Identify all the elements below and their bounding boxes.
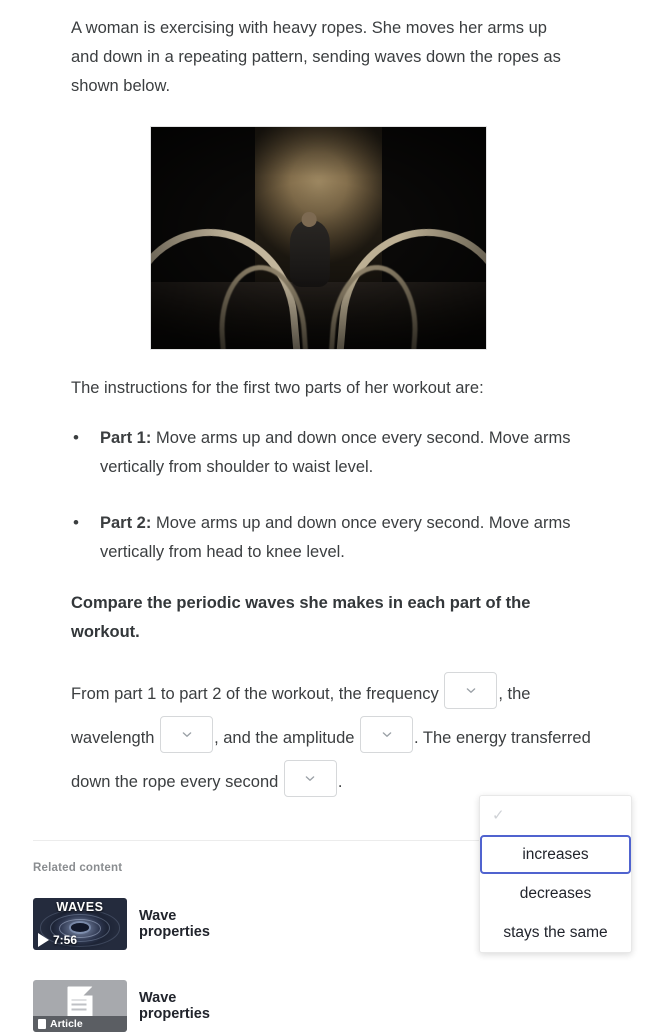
- chevron-down-icon: [465, 684, 476, 695]
- related-content-heading: Related content: [33, 862, 123, 874]
- part-text: Move arms up and down once every second. Move arms vertically from head to knee level.: [100, 514, 571, 561]
- intro-text: A woman is exercising with heavy ropes. She moves her arms up and down in a repeating pattern, sending waves down the ropes as shown below.: [71, 19, 561, 95]
- sentence-part-6: .: [337, 773, 343, 791]
- part-label: Part 1:: [100, 429, 152, 447]
- related-item-title[interactable]: Wave properties: [139, 990, 210, 1022]
- sentence-part-3: , and the amplitude: [214, 729, 355, 747]
- video-thumbnail[interactable]: [33, 898, 127, 950]
- check-icon: ✓: [492, 807, 505, 824]
- sentence-part-5: energy transferred down the rope every second: [71, 729, 591, 791]
- article-badge: [33, 1016, 127, 1032]
- thumbnail-title-overlay: WAVES: [56, 900, 104, 914]
- instructions-lead: The instructions for the first two parts of her workout are:: [71, 379, 484, 397]
- dropdown-frequency[interactable]: [444, 672, 497, 709]
- dropdown-option-blank[interactable]: [480, 796, 631, 835]
- part-label: Part 2:: [100, 514, 152, 532]
- dropdown-options-panel[interactable]: [479, 795, 632, 953]
- part-text: Move arms up and down once every second. Move arms vertically from shoulder to waist level.: [100, 429, 571, 476]
- compare-prompt: Compare the periodic waves she makes in each part of the workout.: [71, 594, 531, 641]
- answer-sentence: [71, 672, 611, 804]
- battle-ropes-figure: [150, 126, 487, 350]
- instructions-list: [71, 424, 571, 594]
- article-thumbnail[interactable]: [33, 980, 127, 1032]
- sentence-part-1: From part 1 to part 2 of the workout, the frequency: [71, 685, 439, 703]
- dropdown-option-stays-the-same[interactable]: stays the same: [503, 924, 608, 941]
- related-item-title[interactable]: Wave properties: [139, 908, 210, 940]
- chevron-down-icon: [181, 728, 192, 739]
- dropdown-wavelength[interactable]: [160, 716, 213, 753]
- article-badge-label: Article: [50, 1018, 83, 1030]
- intro-paragraph: [71, 14, 561, 101]
- sentence-part-2: , the wavelength: [71, 685, 531, 747]
- video-meta: [38, 933, 77, 947]
- photo-vignette: [151, 127, 486, 349]
- chevron-down-icon: [305, 772, 316, 783]
- dropdown-option-decreases[interactable]: decreases: [519, 885, 592, 902]
- list-item: [71, 509, 571, 567]
- document-lines: [72, 999, 87, 1013]
- sentence-part-4: . The: [414, 729, 452, 747]
- video-duration: 7:56: [53, 933, 78, 947]
- battle-ropes-photo: [150, 126, 487, 350]
- document-icon: [68, 986, 93, 1017]
- dropdown-amplitude[interactable]: [360, 716, 413, 753]
- list-item: [71, 424, 571, 482]
- dropdown-energy[interactable]: [284, 760, 337, 797]
- play-icon: [38, 933, 49, 947]
- chevron-down-icon: [381, 728, 392, 739]
- dropdown-option-increases[interactable]: increases: [480, 835, 631, 874]
